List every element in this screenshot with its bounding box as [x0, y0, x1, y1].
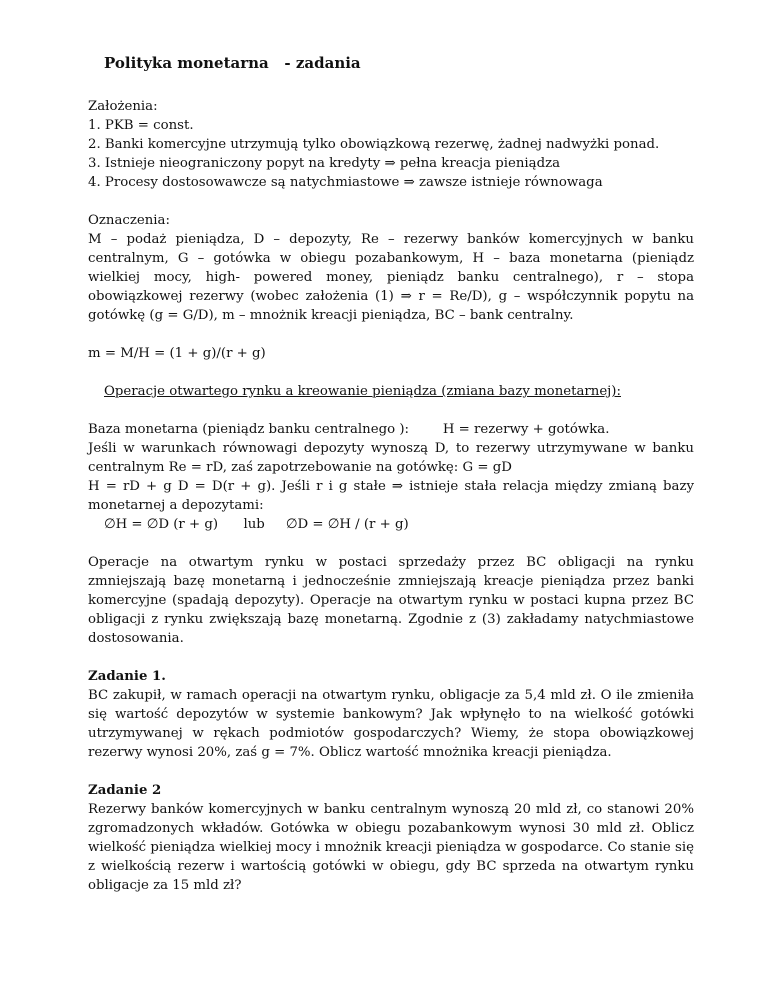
relation-text: H = rD + g D = D(r + g). Jeśli r i g stałe ⇒ istnieje stała relacja między zmianą bazy monetarnej a depozytami:: [88, 479, 694, 513]
assumptions-section: [88, 97, 694, 192]
task-1: [88, 667, 694, 762]
task-heading: Zadanie 2: [88, 783, 162, 798]
list-item: 4. Procesy dostosowawcze są natychmiastowe ⇒ zawsze istnieje równowaga: [88, 175, 603, 190]
notation-heading: Oznaczenia:: [88, 213, 170, 228]
monetary-base-line: Baza monetarna (pieniądz banku centralnego ): H = rezerwy + gotówka.: [88, 422, 610, 437]
notation-text: M – podaż pieniądza, D – depozyty, Re – rezerwy banków komercyjnych w banku centralnym, G – gotówka w obiegu pozabankowym, H – baza monetarna (pieniądz wielkiej mocy, high- powered money, pieniądz banku centralnego), r – stopa obowiązkowej rezerwy (wobec założenia (1) ⇒ r = Re/D), g – współczynnik popytu na gotówkę (g = G/D), m – mnożnik kreacji pieniądza, BC – bank centralny.: [88, 232, 694, 323]
assumptions-heading: Założenia:: [88, 99, 158, 114]
list-item: 1. PKB = const.: [88, 118, 194, 133]
task-text: BC zakupił, w ramach operacji na otwartym rynku, obligacje za 5,4 mld zł. O ile zmieniła się wartość depozytów w systemie bankowym? Jak wpłynęło to na wielkość gotówki utrzymywanej w rękach podmiotów gospodarczych? Wiemy, że stopa obowiązkowej rezerwy wynosi 20%, zaś g = 7%. Oblicz wartość mnożnika kreacji pieniądza.: [88, 688, 694, 760]
page-title: Polityka monetarna - zadania: [104, 54, 361, 72]
task-heading: Zadanie 1.: [88, 669, 166, 684]
task-text: Rezerwy banków komercyjnych w banku centralnym wynoszą 20 mld zł, co stanowi 20% zgromadzonych wkładów. Gotówka w obiegu pozabankowym wynosi 30 mld zł. Oblicz wielkość pieniądza wielkiej mocy i mnożnik kreacji pieniądza w gospodarce. Co stanie się z wielkością rezerw i wartością gotówki w obiegu, gdy BC sprzeda na otwartym rynku obligacje za 15 mld zł?: [88, 802, 694, 893]
list-item: 2. Banki komercyjne utrzymują tylko obowiązkową rezerwę, żadnej nadwyżki ponad.: [88, 137, 660, 152]
multiplier-formula: m = M/H = (1 + g)/(r + g): [88, 346, 266, 361]
assumptions-list: [88, 116, 694, 192]
task-2: [88, 781, 694, 895]
operations-paragraph: Operacje na otwartym rynku w postaci sprzedaży przez BC obligacji na rynku zmniejszają bazę monetarną i jednocześnie zmniejszają kreacje pieniądza przez banki komercyjne (spadają depozyty). Operacje na otwartym rynku w postaci kupna przez BC obligacji z rynku zwiększają bazę monetarną. Zgodnie z (3) zakładamy natychmiastowe dostosowania.: [88, 555, 694, 646]
open-market-heading: Operacje otwartego rynku a kreowanie pieniądza (zmiana bazy monetarnej):: [104, 384, 621, 399]
equilibrium-text: Jeśli w warunkach równowagi depozyty wynoszą D, to rezerwy utrzymywane w banku centralnym Re = rD, zaś zapotrzebowanie na gotówkę: G = gD: [88, 441, 694, 475]
list-item: 3. Istnieje nieograniczony popyt na kredyty ⇒ pełna kreacja pieniądza: [88, 156, 561, 171]
notation-section: [88, 211, 694, 325]
delta-formula: ∅H = ∅D (r + g) lub ∅D = ∅H / (r + g): [104, 517, 409, 532]
document-page: [88, 54, 694, 914]
open-market-section: [88, 420, 694, 534]
